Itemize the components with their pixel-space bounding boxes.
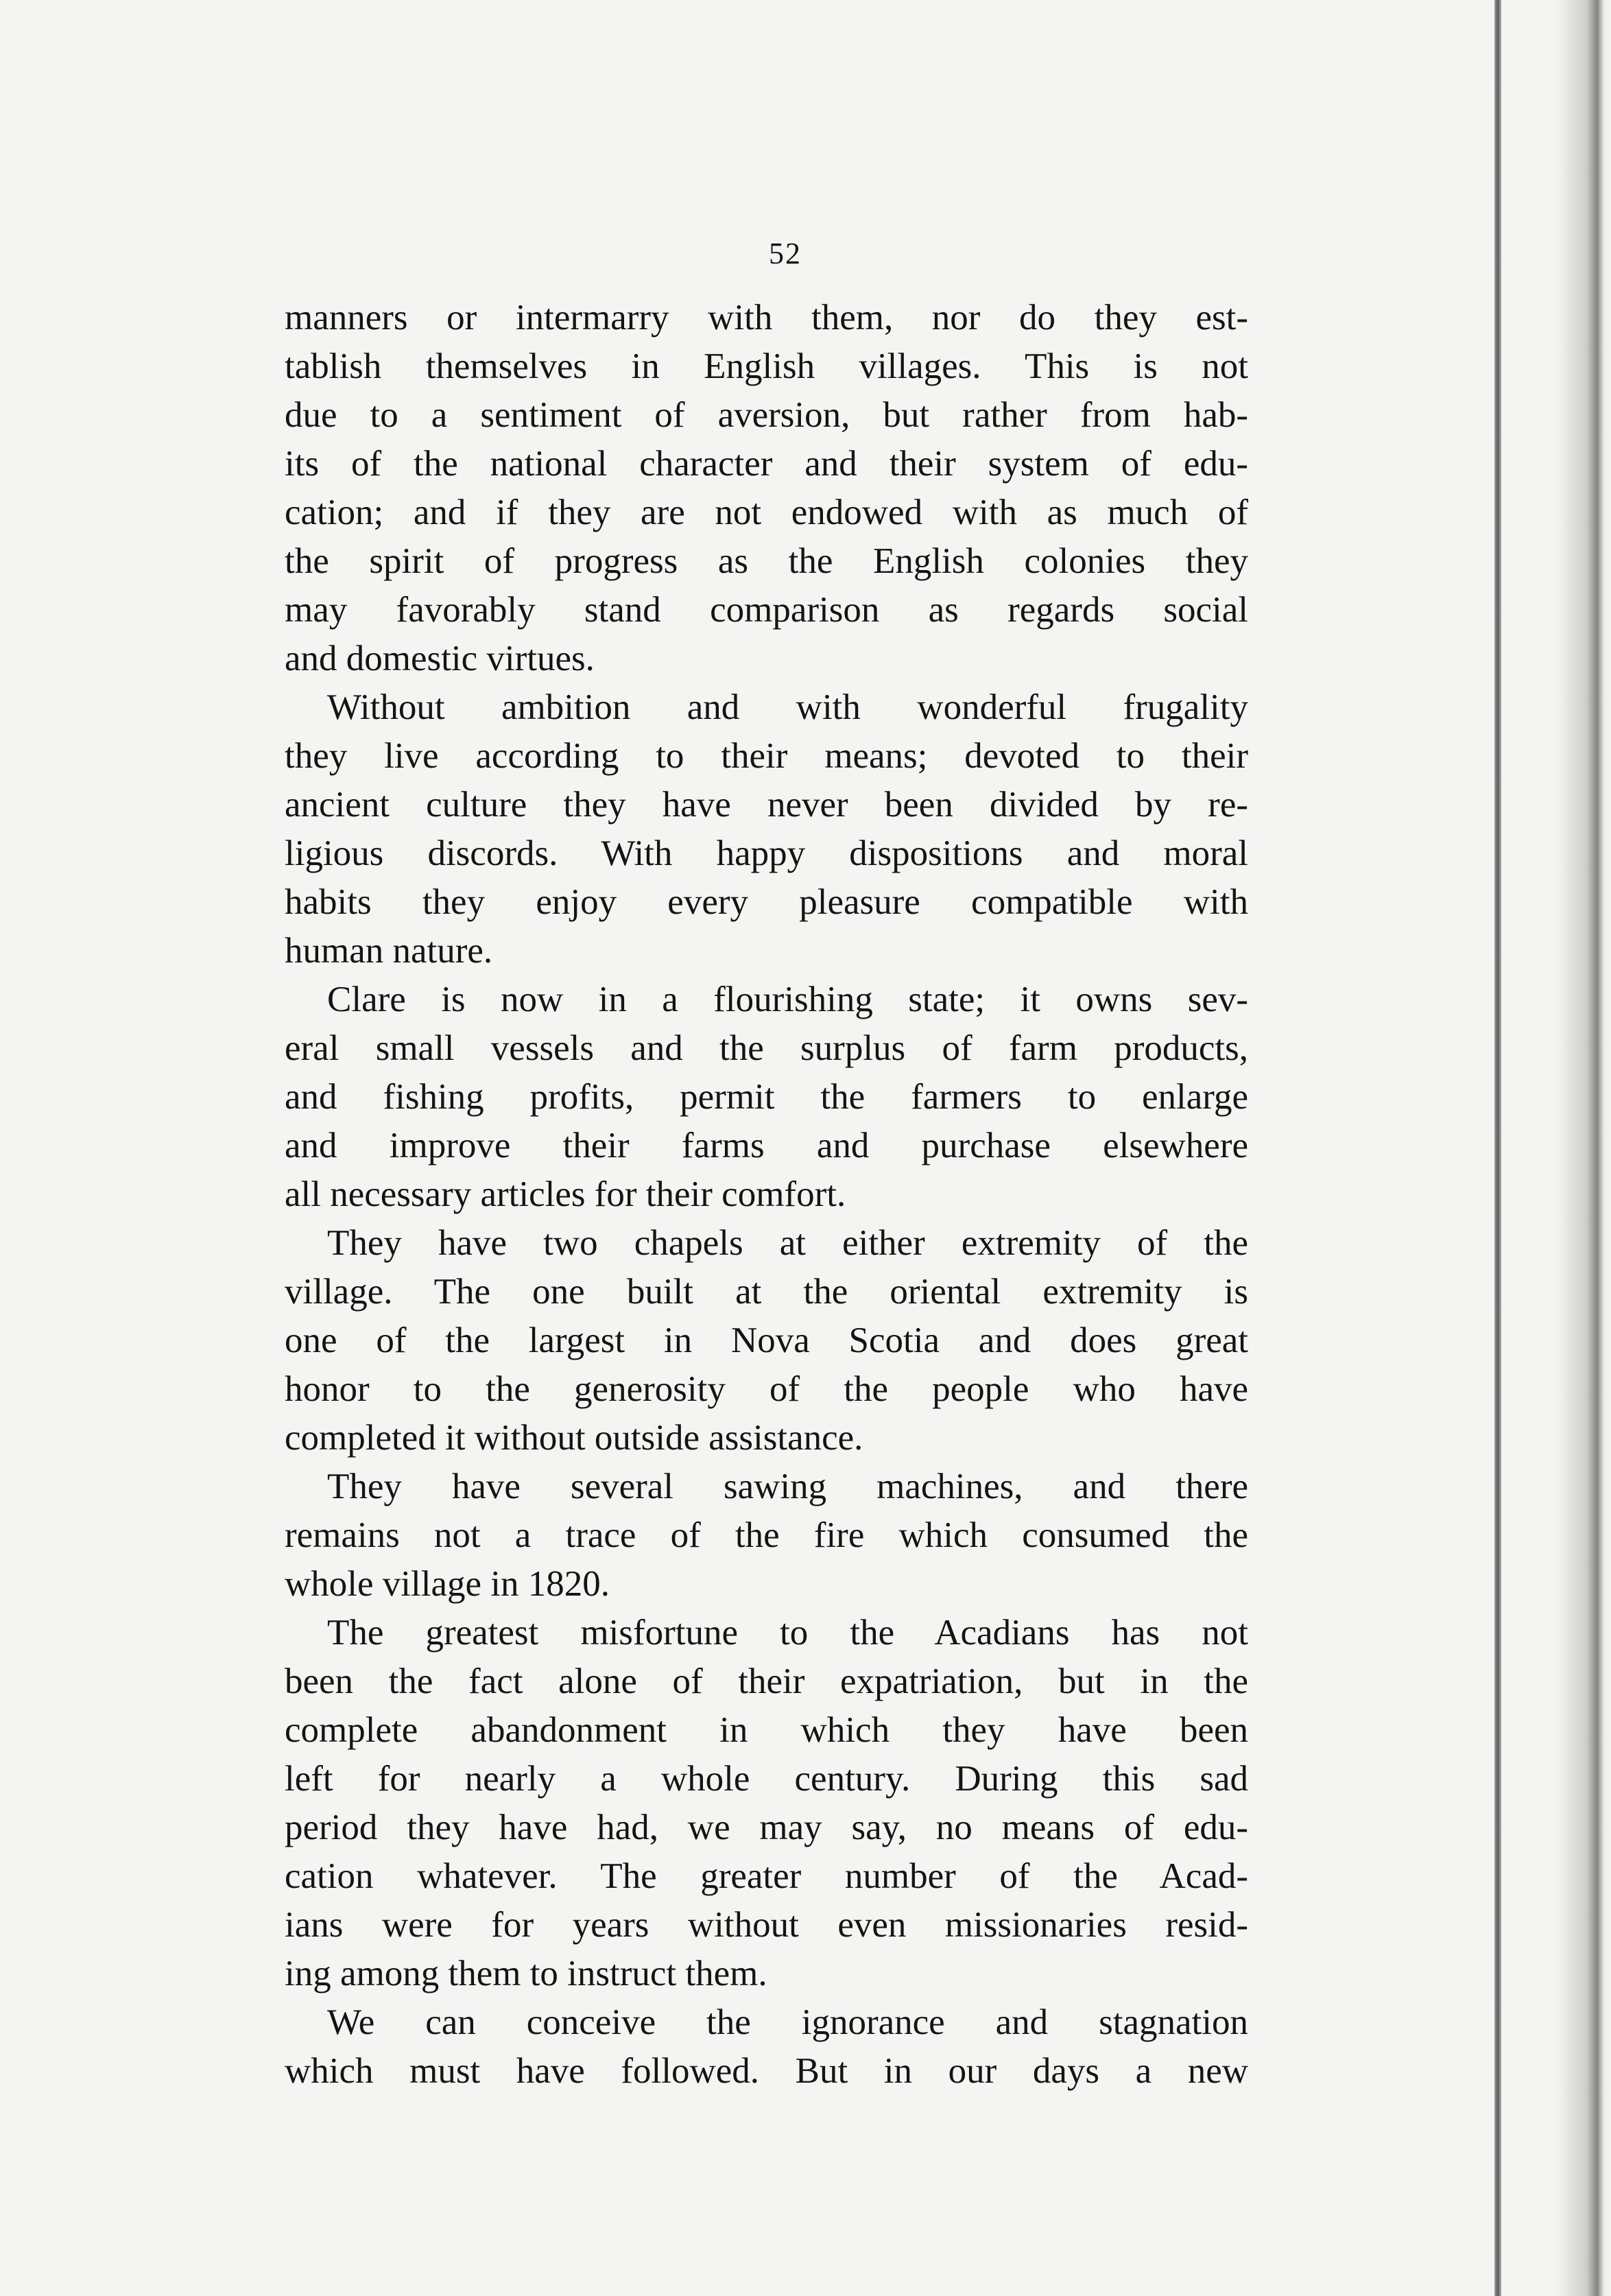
text-line: honor to the generosity of the people who have (285, 1369, 1248, 1409)
text-line: ancient culture they have never been divided by re- (285, 785, 1248, 825)
text-line: left for nearly a whole century. During this sad (285, 1759, 1248, 1799)
text-line: complete abandonment in which they have been (285, 1710, 1248, 1750)
text-line: period they have had, we may say, no means of edu- (285, 1808, 1248, 1847)
text-line: been the fact alone of their expatriation, but in the (285, 1661, 1248, 1701)
text-line: which must have followed. But in our days a new (285, 2051, 1248, 2091)
text-line: cation; and if they are not endowed with as much of (285, 493, 1248, 532)
text-line: habits they enjoy every pleasure compatible with (285, 882, 1248, 922)
text-line: ligious discords. With happy dispositions and moral (285, 833, 1248, 873)
text-line: and domestic virtues. (285, 639, 595, 678)
text-line: tablish themselves in English villages. This is not (285, 346, 1248, 386)
text-line: and fishing profits, permit the farmers to enlarge (285, 1077, 1248, 1117)
text-line: We can conceive the ignorance and stagnation (327, 2002, 1248, 2042)
text-line: all necessary articles for their comfort. (285, 1174, 846, 1214)
text-line: its of the national character and their system of edu- (285, 444, 1248, 484)
text-line: and improve their farms and purchase elsewhere (285, 1126, 1248, 1165)
text-line: human nature. (285, 931, 493, 971)
text-line: due to a sentiment of aversion, but rather from hab- (285, 395, 1248, 435)
text-line: ians were for years without even missionaries resid- (285, 1905, 1248, 1945)
text-line: may favorably stand comparison as regards social (285, 590, 1248, 630)
text-line: manners or intermarry with them, nor do they est- (285, 298, 1248, 338)
text-line: They have two chapels at either extremity of the (327, 1223, 1248, 1263)
page-binding-edge (1494, 0, 1501, 2296)
text-line: they live according to their means; devoted to their (285, 736, 1248, 776)
text-line: cation whatever. The greater number of the Acad- (285, 1856, 1248, 1896)
text-line: Without ambition and with wonderful frugality (327, 687, 1248, 727)
text-line: one of the largest in Nova Scotia and does great (285, 1321, 1248, 1360)
text-line: the spirit of progress as the English colonies they (285, 541, 1248, 581)
text-line: Clare is now in a flourishing state; it owns sev- (327, 980, 1248, 1019)
body-text (285, 294, 1248, 2096)
page-number: 52 (769, 237, 802, 270)
text-line: completed it without outside assistance. (285, 1418, 863, 1458)
text-line: The greatest misfortune to the Acadians has not (327, 1613, 1248, 1653)
text-line: village. The one built at the oriental extremity is (285, 1272, 1248, 1312)
text-line: They have several sawing machines, and there (327, 1467, 1248, 1506)
text-line: remains not a trace of the fire which consumed the (285, 1515, 1248, 1555)
text-line: whole village in 1820. (285, 1564, 610, 1604)
text-line: eral small vessels and the surplus of farm products, (285, 1028, 1248, 1068)
text-line: ing among them to instruct them. (285, 1954, 767, 1993)
